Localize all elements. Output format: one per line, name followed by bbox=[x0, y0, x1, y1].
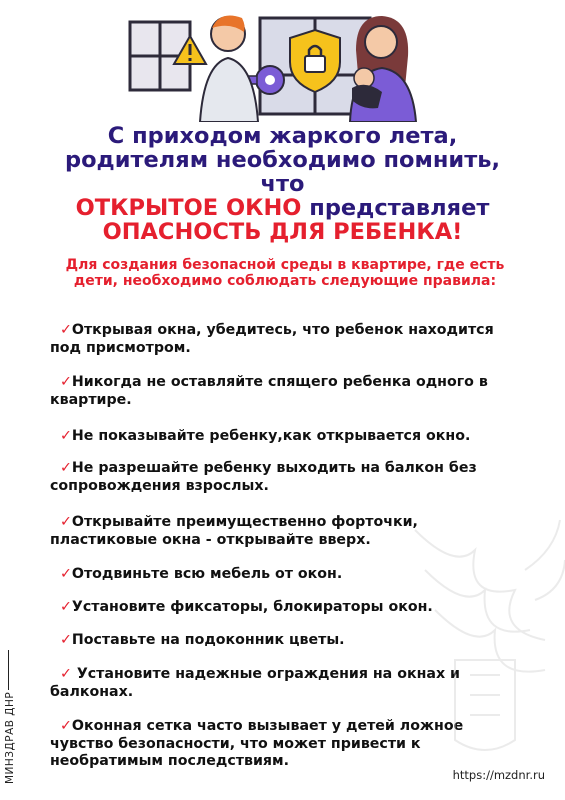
intro-text: Для создания безопасной среды в квартире, где есть дети, необходимо соблюдать следующие правила: bbox=[65, 257, 505, 289]
heading-line-3: что bbox=[260, 171, 305, 197]
rule-text: Никогда не оставляйте спящего ребенка одного в квартире. bbox=[50, 374, 488, 408]
rule-text: Открывайте преимущественно форточки, пластиковые окна - открывайте вверх. bbox=[50, 514, 418, 548]
heading-line-1: С приходом жаркого лета, bbox=[107, 123, 458, 149]
ministry-label: МИНЗДРАВ ДНР bbox=[4, 691, 16, 784]
heading-danger: ОПАСНОСТЬ ДЛЯ РЕБЕНКА! bbox=[102, 219, 463, 245]
header-illustration bbox=[120, 0, 450, 122]
check-icon: ✓ bbox=[60, 514, 72, 530]
mother-baby-figure bbox=[350, 16, 416, 122]
rule-text: Не разрешайте ребенку выходить на балкон без сопровождения взрослых. bbox=[50, 460, 477, 494]
check-icon: ✓ bbox=[60, 599, 72, 615]
check-icon: ✓ bbox=[60, 460, 72, 476]
check-icon: ✓ bbox=[60, 374, 72, 390]
check-icon: ✓ bbox=[60, 666, 72, 682]
rule-text: Установите надежные ограждения на окнах и балконах. bbox=[50, 666, 460, 700]
rule-text: Открывая окна, убедитесь, что ребенок находится под присмотром. bbox=[50, 322, 494, 356]
check-icon: ✓ bbox=[60, 428, 72, 444]
main-heading bbox=[20, 124, 545, 244]
father-figure bbox=[200, 16, 258, 122]
check-icon: ✓ bbox=[60, 718, 72, 734]
heading-line-2: родителям необходимо помнить, bbox=[64, 147, 501, 173]
side-divider bbox=[8, 650, 9, 690]
check-icon: ✓ bbox=[60, 322, 72, 338]
rule-text: Оконная сетка часто вызывает у детей ложное чувство безопасности, что может привести к необратимым последствиям. bbox=[50, 718, 464, 769]
check-icon: ✓ bbox=[60, 566, 72, 582]
website-link[interactable]: https://mzdnr.ru bbox=[452, 768, 545, 782]
rule-item bbox=[50, 428, 525, 446]
check-icon: ✓ bbox=[60, 632, 72, 648]
rule-item bbox=[50, 322, 525, 357]
rule-item bbox=[50, 374, 525, 409]
rule-text: Отодвиньте всю мебель от окон. bbox=[71, 566, 343, 582]
rule-text: Установите фиксаторы, блокираторы окон. bbox=[71, 599, 433, 615]
rule-item bbox=[50, 460, 525, 495]
rule-text: Поставьте на подоконник цветы. bbox=[71, 632, 345, 648]
heading-represents: представляет bbox=[301, 195, 490, 221]
heading-line-4 bbox=[20, 196, 545, 220]
eagle-watermark-icon bbox=[395, 510, 565, 770]
rule-text: Не показывайте ребенку,как открывается окно. bbox=[71, 428, 471, 444]
heading-open-window: ОТКРЫТОЕ ОКНО bbox=[75, 195, 302, 221]
